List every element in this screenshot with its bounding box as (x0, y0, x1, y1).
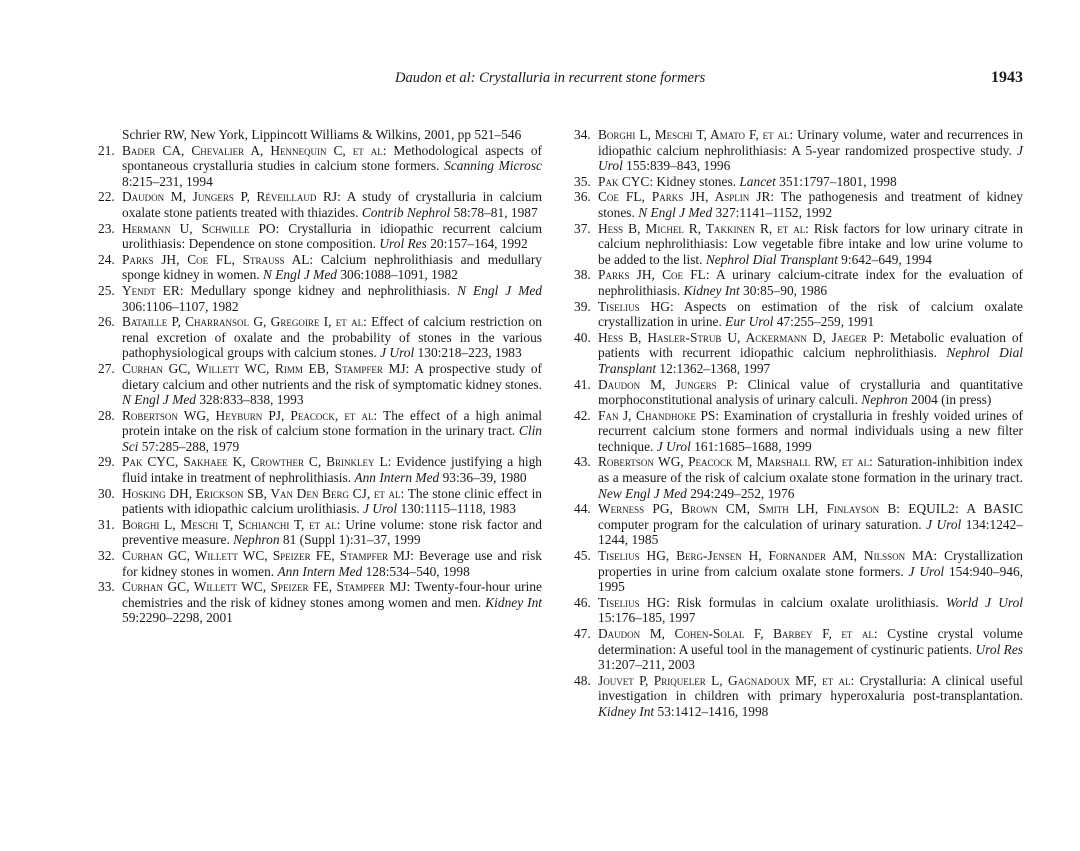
references-right-column (574, 127, 1023, 720)
reference-number: 21. (98, 142, 115, 158)
reference-authors: Tiselius HG: (598, 298, 674, 314)
reference-number: 43. (574, 454, 591, 470)
reference-journal: Clin Sci (122, 423, 542, 454)
reference-title: The effect of a high animal protein intake on the risk of calcium stone formation in the urinary tract. (122, 407, 542, 439)
reference-item (98, 548, 542, 579)
reference-journal: Eur Urol (725, 314, 774, 330)
reference-title: Evidence justifying a high fluid intake in treatment of nephrolithiasis. (122, 454, 542, 486)
reference-journal: J Urol (598, 142, 1023, 174)
reference-details: 53:1412–1416, 1998 (654, 703, 769, 719)
reference-details: 58:78–81, 1987 (450, 204, 538, 220)
reference-title: Clinical value of crystalluria and quantitative morphoconstitutional analysis of urinary calculi. (598, 376, 1023, 408)
reference-item (574, 299, 1023, 330)
reference-title: Calcium nephrolithiasis and medullary sponge kidney in women. (122, 251, 542, 283)
reference-item (98, 314, 542, 361)
reference-authors: Coe FL, Parks JH, Asplin JR: (598, 189, 775, 205)
reference-title: The stone clinic effect in patients with idiopathic calcium urolithiasis. (122, 485, 542, 517)
reference-title: The pathogenesis and treatment of kidney stones. (598, 189, 1024, 220)
reference-item (574, 174, 1023, 190)
reference-journal: N Engl J Med (122, 392, 197, 408)
reference-item (98, 486, 542, 517)
reference-number: 28. (98, 407, 115, 423)
reference-number: 22. (98, 189, 115, 205)
reference-details: 9:642–649, 1994 (837, 251, 932, 267)
reference-details: 81 (Suppl 1):31–37, 1999 (279, 532, 421, 548)
reference-item (574, 377, 1023, 408)
reference-journal: J Urol (363, 501, 398, 517)
reference-journal: Urol Res (379, 236, 427, 252)
reference-authors: Hermann U, Schwille PO: (122, 220, 280, 236)
reference-item (98, 283, 542, 314)
reference-title: Urine volume: stone risk factor and preventive measure. (122, 516, 542, 548)
reference-item (98, 454, 542, 485)
reference-journal: Nephron (233, 532, 280, 548)
reference-details: 8:215–231, 1994 (122, 173, 213, 189)
reference-journal: J Urol (926, 516, 962, 532)
references-left-column (98, 127, 542, 626)
reference-item (574, 454, 1023, 501)
reference-authors: Daudon M, Jungers P: (598, 376, 738, 392)
reference-authors: Curhan GC, Willett WC, Rimm EB, Stampfer MJ: (122, 360, 410, 376)
reference-title: Examination of crystalluria in freshly voided urines of recurrent calcium stone formers and normal individuals using a new filter technique. (598, 407, 1023, 454)
reference-journal: J Urol (908, 563, 945, 579)
reference-title: Medullary sponge kidney and nephrolithiasis. (183, 282, 458, 298)
reference-details: 93:36–39, 1980 (439, 470, 527, 486)
reference-item (574, 330, 1023, 377)
reference-title: Risk factors for low urinary citrate in calcium nephrolithiasis: Low vegetable fibre intake and low urine volume to be added to the list. (598, 220, 1023, 267)
reference-title: Beverage use and risk for kidney stones in women. (122, 548, 542, 579)
reference-item (98, 221, 542, 252)
reference-item (574, 501, 1023, 548)
reference-journal: Nephrol Dial Transplant (598, 345, 1023, 376)
reference-authors: Hess B, Hasler-Strub U, Ackermann D, Jaeger P: (598, 329, 884, 345)
reference-item (574, 548, 1023, 595)
reference-item (574, 673, 1023, 720)
reference-details: 306:1088–1091, 1982 (336, 267, 458, 283)
reference-details: 161:1685–1688, 1999 (690, 438, 812, 454)
reference-item (98, 408, 542, 455)
reference-number: 34. (574, 127, 591, 142)
reference-details: 30:85–90, 1986 (739, 282, 828, 298)
reference-title: A urinary calcium-citrate index for the evaluation of nephrolithiasis. (598, 267, 1023, 298)
reference-title: Saturation-inhibition index as a measure of the risk of calcium oxalate stone formation in the urinary tract. (598, 454, 1023, 486)
reference-journal: Contrib Nephrol (361, 204, 451, 220)
reference-number: 24. (98, 251, 115, 267)
reference-authors: Bataille P, Charransol G, Gregoire I, et al: (122, 314, 367, 330)
reference-journal: Kidney Int (598, 703, 655, 719)
reference-authors: Bader CA, Chevalier A, Hennequin C, et al: (122, 142, 387, 158)
reference-number: 31. (98, 516, 115, 532)
reference-journal: Ann Intern Med (277, 563, 363, 579)
reference-number: 46. (574, 594, 591, 610)
left-reference-list (98, 143, 542, 626)
reference-title: Twenty-four-hour urine chemistries and the risk of kidney stones among women and men. (122, 579, 542, 610)
reference-number: 47. (574, 626, 591, 641)
reference-number: 23. (98, 220, 115, 236)
reference-details: 130:218–223, 1983 (414, 345, 522, 361)
reference-journal: Kidney Int (683, 282, 740, 298)
reference-number: 48. (574, 672, 591, 688)
reference-details: 2004 (in press) (907, 392, 992, 408)
reference-title: Methodological aspects of spontaneous crystalluria studies in calcium stone formers. (122, 142, 542, 174)
reference-number: 44. (574, 501, 591, 517)
reference-journal: N Engl J Med (262, 267, 337, 283)
reference-authors: Hosking DH, Erickson SB, Van Den Berg CJ, et al: (122, 485, 405, 501)
reference-details: 351:1797–1801, 1998 (775, 173, 897, 189)
reference-number: 42. (574, 407, 591, 423)
reference-details: 12:1362–1368, 1997 (656, 360, 771, 376)
reference-authors: Curhan GC, Willett WC, Speizer FE, Stampfer MJ: (122, 579, 411, 595)
reference-title: EQUIL2: A BASIC computer program for the calculation of urinary saturation. (598, 501, 1024, 532)
reference-journal: New Engl J Med (598, 485, 687, 501)
reference-details: 47:255–259, 1991 (773, 314, 875, 330)
reference-journal: N Engl J Med (457, 282, 542, 298)
running-head (0, 70, 1080, 92)
reference-journal: Nephron (861, 392, 908, 408)
reference-number: 38. (574, 267, 591, 283)
reference-authors: Robertson WG, Peacock M, Marshall RW, et al: (598, 454, 873, 470)
reference-details: 130:1115–1118, 1983 (397, 501, 516, 517)
reference-item (98, 252, 542, 283)
reference-details: 306:1106–1107, 1982 (122, 298, 239, 314)
reference-authors: Fan J, Chandhoke PS: (598, 407, 720, 423)
reference-title: Effect of calcium restriction on renal excretion of oxalate and the probability of stones in the various pathophysiological groups with calcium stones. (122, 314, 542, 361)
reference-details: 294:249–252, 1976 (686, 485, 795, 501)
reference-number: 35. (574, 173, 591, 189)
reference-authors: Tiselius HG, Berg-Jensen H, Fornander AM, Nilsson MA: (598, 548, 938, 564)
reference-item (98, 517, 542, 548)
reference-authors: Parks JH, Coe FL: (598, 267, 710, 283)
reference-journal: World J Urol (945, 594, 1024, 610)
reference-authors: Borghi L, Meschi T, Amato F, et al: (598, 127, 794, 142)
reference-item (574, 127, 1023, 174)
reference-authors: Pak CYC, Sakhaee K, Crowther C, Brinkley L: (122, 454, 392, 470)
reference-authors: Daudon M, Jungers P, Réveillaud RJ: (122, 189, 341, 205)
reference-number: 40. (574, 329, 591, 345)
reference-details: 128:534–540, 1998 (362, 563, 470, 579)
reference-item (98, 143, 542, 190)
reference-details: 31:207–211, 2003 (598, 657, 695, 673)
reference-details: 59:2290–2298, 2001 (122, 610, 233, 626)
reference-item (574, 626, 1023, 673)
reference-item (98, 579, 542, 626)
reference-journal: Lancet (739, 173, 776, 189)
reference-number: 33. (98, 579, 115, 595)
reference-title: Aspects on estimation of the risk of calcium oxalate crystallization in urine. (598, 298, 1023, 330)
reference-authors: Daudon M, Cohen-Solal F, Barbey F, et al: (598, 626, 878, 641)
reference-details: 155:839–843, 1996 (622, 158, 731, 174)
right-reference-list (574, 127, 1023, 720)
reference-title: Crystalluria: A clinical useful investigation in children with primary hyperoxaluria post-transplantation. (598, 672, 1023, 704)
reference-item (574, 221, 1023, 268)
reference-title: Urinary volume, water and recurrences in idiopathic calcium nephrolithiasis: A 5-year randomized prospective study. (598, 127, 1023, 158)
reference-title: A prospective study of dietary calcium and other nutrients and the risk of symptomatic kidney stones. (122, 360, 542, 392)
reference-journal: Scanning Microsc (444, 158, 542, 174)
reference-journal: N Engl J Med (638, 204, 713, 220)
reference-authors: Pak CYC: (598, 173, 654, 189)
reference-details: 20:157–164, 1992 (426, 236, 528, 252)
reference-number: 29. (98, 454, 115, 470)
reference-journal: Urol Res (975, 641, 1023, 657)
reference-authors: Werness PG, Brown CM, Smith LH, Finlayson B: (598, 501, 900, 517)
reference-number: 39. (574, 298, 591, 314)
reference-item (574, 189, 1023, 220)
reference-number: 37. (574, 220, 591, 236)
reference-number: 30. (98, 485, 115, 501)
reference-authors: Parks JH, Coe FL, Strauss AL: (122, 251, 314, 267)
reference-number: 32. (98, 548, 115, 564)
reference-authors: Curhan GC, Willett WC, Speizer FE, Stampfer MJ: (122, 548, 414, 564)
reference-item (98, 189, 542, 220)
reference-number: 26. (98, 314, 115, 330)
reference-title: Metabolic evaluation of patients with recurrent idiopathic calcium nephrolithiasis. (598, 329, 1023, 361)
reference-number: 27. (98, 360, 115, 376)
page-number: 1943 (991, 69, 1023, 86)
reference-details: 327:1141–1152, 1992 (712, 204, 833, 220)
reference-number: 25. (98, 282, 115, 298)
reference-title: Kidney stones. (653, 173, 740, 189)
running-title: Daudon et al: Crystalluria in recurrent stone formers (395, 70, 706, 86)
reference-journal: J Urol (656, 438, 691, 454)
reference-details: 134:1242–1244, 1985 (598, 516, 1023, 548)
reference-title: Crystalluria in idiopathic recurrent calcium urolithiasis: Dependence on stone composition. (122, 220, 542, 252)
reference-journal: Nephrol Dial Transplant (705, 251, 838, 267)
reference-title: Risk formulas in calcium oxalate urolithiasis. (669, 594, 946, 610)
reference-authors: Yendt ER: (122, 282, 184, 298)
reference-item (574, 595, 1023, 626)
reference-title: Cystine crystal volume determination: A useful tool in the management of cystinuric patients. (598, 626, 1023, 657)
reference-authors: Jouvet P, Priqueler L, Gagnadoux MF, et al: (598, 672, 855, 688)
reference-item (574, 408, 1023, 455)
reference-title: Crystallization properties in urine from calcium oxalate stone formers. (598, 548, 1023, 579)
reference-journal: Kidney Int (485, 594, 543, 610)
reference-journal: Ann Intern Med (354, 470, 440, 486)
reference-item (98, 361, 542, 408)
reference-details: 328:833–838, 1993 (196, 392, 304, 408)
reference-authors: Tiselius HG: (598, 594, 670, 610)
reference-details: 57:285–288, 1979 (138, 438, 240, 454)
reference-item (574, 267, 1023, 298)
reference-number: 36. (574, 189, 591, 205)
reference-details: 154:940–946, 1995 (598, 563, 1024, 595)
reference-title: A study of crystalluria in calcium oxalate stone patients treated with thiazides. (122, 189, 543, 220)
reference-details: 15:176–185, 1997 (598, 610, 696, 626)
reference-continuation: Schrier RW, New York, Lippincott Williams & Wilkins, 2001, pp 521–546 (122, 127, 522, 142)
reference-number: 41. (574, 376, 591, 392)
reference-authors: Hess B, Michel R, Takkinen R, et al: (598, 220, 809, 236)
reference-journal: J Urol (380, 345, 415, 361)
reference-authors: Borghi L, Meschi T, Schianchi T, et al: (122, 516, 341, 532)
reference-number: 45. (574, 548, 591, 564)
reference-authors: Robertson WG, Heyburn PJ, Peacock, et al: (122, 407, 378, 423)
